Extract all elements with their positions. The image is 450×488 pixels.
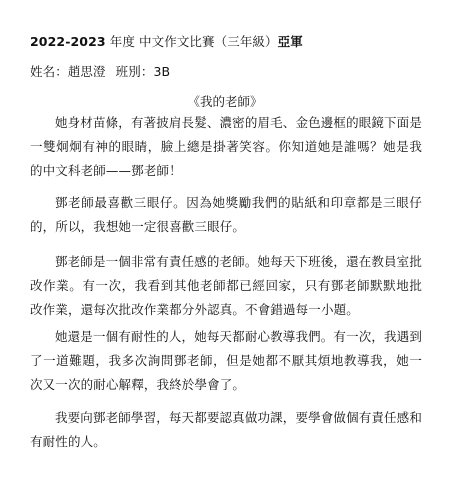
name-label: 姓名：: [30, 64, 68, 79]
year-suffix: 年度: [109, 34, 135, 49]
student-class: 3B: [153, 64, 171, 79]
class-label: 班別：: [115, 64, 154, 79]
student-name: 趙思澄: [67, 64, 106, 79]
essay-paragraph-5: 我要向鄧老師學習，每天都要認真做功課，要學會做個有責任感和有耐性的人。: [30, 410, 422, 449]
school-years: 2022-2023: [30, 34, 106, 49]
essay-paragraph-1: 她身材苗條，有著披肩長髮、濃密的眉毛、金色邊框的眼鏡下面是一雙炯炯有神的眼睛，臉上總是掛著笑容。你知道她是誰嗎？她是我的中文科老師——鄧老師！: [30, 115, 422, 178]
essay-paragraph-4: 她還是一個有耐性的人，她每天都耐心教導我們。有一次，我遇到了一道難題，我多次詢問鄧老師，但是她都不厭其煩地教導我，她一次又一次的耐心解釋，我終於學會了。: [30, 329, 422, 392]
essay-paragraph-3: 鄧老師是一個非常有責任感的老師。她每天下班後，還在教員室批改作業。有一次，我看到其他老師都已經回家，只有鄧老師默默地批改作業，還每次批改作業都分外認真。不會錯過每一小題。: [30, 254, 422, 317]
competition-name: 中文作文比賽（三年級）: [139, 34, 278, 49]
essay-title: 《我的老師》: [187, 94, 263, 109]
student-info: [30, 62, 170, 80]
award-title: 亞軍: [277, 34, 303, 49]
essay-paragraph-2: 鄧老師最喜歡三眼仔。因為她獎勵我們的貼紙和印章都是三眼仔的，所以，我想她一定很喜歡三眼仔。: [30, 195, 422, 234]
document-heading: [30, 32, 303, 50]
